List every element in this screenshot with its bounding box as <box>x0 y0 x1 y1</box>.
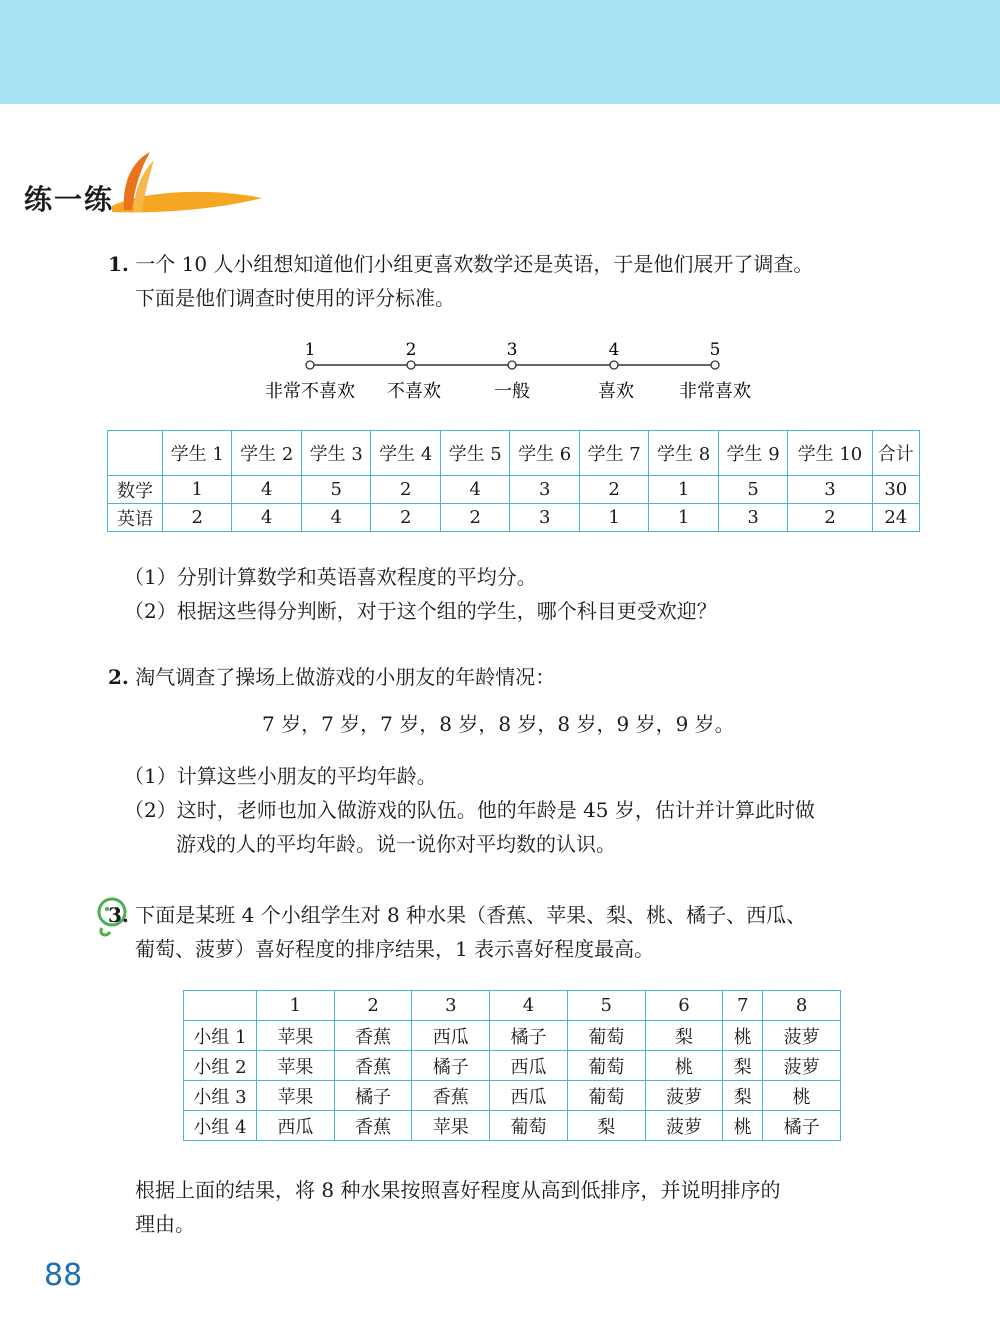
table-cell: 香蕉 <box>334 1051 412 1081</box>
row-label-cell: 小组 3 <box>184 1081 257 1111</box>
table-cell: 菠萝 <box>763 1051 841 1081</box>
question-number: 3. <box>108 903 129 927</box>
table-cell: 橘子 <box>763 1111 841 1141</box>
section-title-badge <box>104 150 274 220</box>
table-cell: 西瓜 <box>257 1111 335 1141</box>
scale-point <box>508 361 516 369</box>
table-cell: 3 <box>510 504 579 532</box>
table-cell: 葡萄 <box>567 1021 645 1051</box>
scale-label: 一般 <box>494 381 530 402</box>
table-row <box>184 1081 841 1111</box>
scale-point <box>306 361 314 369</box>
question-1-line2: 下面是他们调查时使用的评分标准。 <box>135 286 455 310</box>
table-cell: 2 <box>579 476 648 504</box>
table-cell: 苹果 <box>257 1021 335 1051</box>
table-cell: 菠萝 <box>645 1111 723 1141</box>
scale-number: 1 <box>304 340 316 360</box>
question-1-line1: 一个 10 人小组想知道他们小组更喜欢数学还是英语，于是他们展开了调查。 <box>135 252 814 276</box>
page-number: 88 <box>44 1258 83 1293</box>
question-2-sub2a: （2）这时，老师也加入做游戏的队伍。他的年龄是 45 岁，估计并计算此时做 <box>124 798 815 822</box>
table-header-cell: 学生 4 <box>371 431 440 476</box>
table-header-cell: 学生 10 <box>788 431 872 476</box>
table-header-cell: 3 <box>412 991 490 1021</box>
scale-number: 5 <box>709 340 721 360</box>
table-header-row <box>184 991 841 1021</box>
table-row <box>108 476 920 504</box>
table-cell: 梨 <box>645 1021 723 1051</box>
table-cell: 葡萄 <box>490 1111 568 1141</box>
table-cell: 桃 <box>723 1111 763 1141</box>
question-1-sub2: （2）根据这些得分判断，对于这个组的学生，哪个科目更受欢迎？ <box>124 599 717 623</box>
table-header-cell <box>184 991 257 1021</box>
table-cell: 梨 <box>723 1081 763 1111</box>
table-header-cell: 7 <box>723 991 763 1021</box>
table-cell: 西瓜 <box>490 1051 568 1081</box>
table-header-cell: 4 <box>490 991 568 1021</box>
table-cell: 2 <box>163 504 232 532</box>
table-cell: 2 <box>371 504 440 532</box>
table-cell: 梨 <box>723 1051 763 1081</box>
scale-point <box>407 361 415 369</box>
section-title: 练一练 <box>24 183 115 216</box>
table-header-cell: 学生 8 <box>649 431 718 476</box>
table-header-cell: 学生 3 <box>301 431 370 476</box>
row-label-cell: 小组 1 <box>184 1021 257 1051</box>
table-cell: 桃 <box>723 1021 763 1051</box>
fruit-ranking-table <box>183 990 841 1141</box>
rating-table <box>107 430 920 532</box>
table-cell: 菠萝 <box>763 1021 841 1051</box>
scale-point <box>711 361 719 369</box>
question-2-line1: 淘气调查了操场上做游戏的小朋友的年龄情况： <box>135 665 556 689</box>
table-header-row <box>108 431 920 476</box>
question-1 <box>108 247 813 281</box>
scale-label: 喜欢 <box>598 381 634 402</box>
ages-list: 7 岁，7 岁，7 岁，8 岁，8 岁，8 岁，9 岁，9 岁。 <box>262 712 735 736</box>
table-header-cell: 学生 6 <box>510 431 579 476</box>
question-3-line2: 葡萄、菠萝）喜好程度的排序结果，1 表示喜好程度最高。 <box>135 937 655 961</box>
table-cell: 葡萄 <box>567 1081 645 1111</box>
question-3 <box>108 898 806 932</box>
table-header-cell: 学生 2 <box>232 431 301 476</box>
table-cell: 3 <box>718 504 787 532</box>
table-cell: 葡萄 <box>567 1051 645 1081</box>
table-row <box>184 1051 841 1081</box>
table-header-cell: 学生 7 <box>579 431 648 476</box>
table-row <box>184 1111 841 1141</box>
scale-label: 不喜欢 <box>387 381 441 402</box>
table-cell: 3 <box>788 476 872 504</box>
table-cell: 橘子 <box>490 1021 568 1051</box>
table-header-cell: 学生 5 <box>440 431 509 476</box>
table-cell: 香蕉 <box>334 1021 412 1051</box>
table-cell: 1 <box>579 504 648 532</box>
table-cell: 西瓜 <box>412 1021 490 1051</box>
question-number: 2. <box>108 665 129 689</box>
table-cell: 24 <box>872 504 919 532</box>
table-header-cell: 2 <box>334 991 412 1021</box>
question-2 <box>108 660 555 694</box>
table-header-cell: 8 <box>763 991 841 1021</box>
table-cell: 桃 <box>763 1081 841 1111</box>
table-cell: 橘子 <box>334 1081 412 1111</box>
table-cell: 30 <box>872 476 919 504</box>
table-cell: 桃 <box>645 1051 723 1081</box>
table-cell: 西瓜 <box>490 1081 568 1111</box>
scale-label: 非常不喜欢 <box>265 381 355 402</box>
table-header-cell: 学生 1 <box>163 431 232 476</box>
table-row <box>108 504 920 532</box>
table-cell: 4 <box>232 476 301 504</box>
table-header-cell: 5 <box>567 991 645 1021</box>
scale-point <box>610 361 618 369</box>
table-cell: 2 <box>371 476 440 504</box>
table-cell: 香蕉 <box>412 1081 490 1111</box>
table-cell: 2 <box>440 504 509 532</box>
top-color-band <box>0 0 1000 104</box>
table-cell: 5 <box>301 476 370 504</box>
scale-number: 3 <box>506 340 518 360</box>
table-cell: 5 <box>718 476 787 504</box>
row-label-cell: 小组 4 <box>184 1111 257 1141</box>
question-3-line1: 下面是某班 4 个小组学生对 8 种水果（香蕉、苹果、梨、桃、橘子、西瓜、 <box>135 903 807 927</box>
table-cell: 1 <box>649 504 718 532</box>
table-cell: 苹果 <box>412 1111 490 1141</box>
table-cell: 3 <box>510 476 579 504</box>
question-2-sub2b: 游戏的人的平均年龄。说一说你对平均数的认识。 <box>176 832 616 856</box>
question-2-sub1: （1）计算这些小朋友的平均年龄。 <box>124 764 437 788</box>
rating-scale <box>250 335 780 405</box>
question-3-follow2: 理由。 <box>135 1212 195 1236</box>
table-header-cell: 6 <box>645 991 723 1021</box>
table-header-cell: 1 <box>257 991 335 1021</box>
swoosh-icon <box>104 150 274 220</box>
table-cell: 1 <box>649 476 718 504</box>
table-cell: 香蕉 <box>334 1111 412 1141</box>
question-3-follow1: 根据上面的结果，将 8 种水果按照喜好程度从高到低排序，并说明排序的 <box>135 1178 781 1202</box>
table-cell: 4 <box>301 504 370 532</box>
table-header-cell <box>108 431 163 476</box>
table-cell: 橘子 <box>412 1051 490 1081</box>
scale-label: 非常喜欢 <box>679 381 751 402</box>
row-label-cell: 英语 <box>108 504 163 532</box>
table-header-cell: 学生 9 <box>718 431 787 476</box>
row-label-cell: 数学 <box>108 476 163 504</box>
question-1-sub1: （1）分别计算数学和英语喜欢程度的平均分。 <box>124 565 537 589</box>
table-cell: 苹果 <box>257 1081 335 1111</box>
table-header-cell: 合计 <box>872 431 919 476</box>
table-cell: 菠萝 <box>645 1081 723 1111</box>
table-cell: 1 <box>163 476 232 504</box>
scale-number: 4 <box>608 340 620 360</box>
table-cell: 4 <box>440 476 509 504</box>
row-label-cell: 小组 2 <box>184 1051 257 1081</box>
table-cell: 4 <box>232 504 301 532</box>
table-cell: 梨 <box>567 1111 645 1141</box>
scale-number: 2 <box>405 340 417 360</box>
question-number: 1. <box>108 252 129 276</box>
table-cell: 苹果 <box>257 1051 335 1081</box>
table-cell: 2 <box>788 504 872 532</box>
table-row <box>184 1021 841 1051</box>
